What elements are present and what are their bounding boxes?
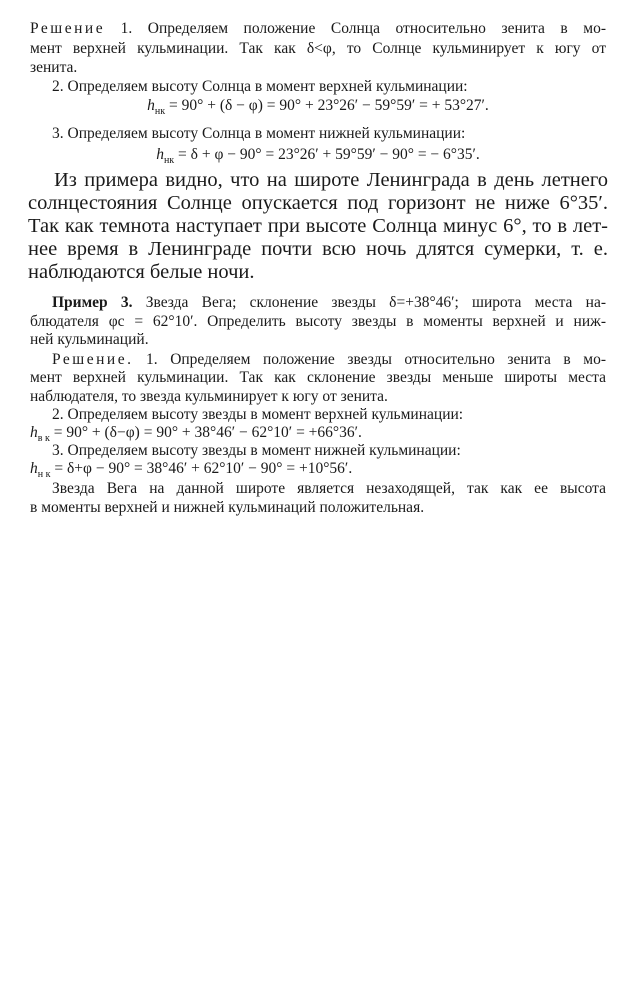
example3-solution-line3: наблюдателя, то звезда кульминирует к югу от зенита. (30, 388, 388, 405)
example3-step3: 3. Определяем высоту звезды в момент нижней кульминации: (52, 442, 461, 459)
formula-rhs: = δ + φ − 90° = 23°26′ + 59°59′ − 90° = − 6°35′. (174, 146, 480, 163)
example3-step2: 2. Определяем высоту звезды в момент верхней кульминации: (52, 406, 464, 423)
example3-line2: блюдателя φc = 62°10′. Определить высоту звезды в моменты верхней и ниж- (30, 313, 606, 330)
formula-sub: в к (37, 433, 50, 445)
large-para-line5: наблюдаются белые ночи. (28, 261, 255, 283)
solution1-text: 1. Определяем положение Солнца относительно зенита в мо- (105, 20, 606, 37)
step3-text: 3. Определяем высоту Солнца в момент нижней кульминации: (52, 125, 466, 142)
example3-line1 (30, 294, 606, 311)
example-label: Пример 3. (52, 294, 133, 311)
formula-sub: нк (163, 155, 175, 167)
solution1-line2: мент верхней кульминации. Так как δ<φ, то Солнце кульминирует к югу от (30, 40, 606, 57)
formula-rhs: = 90° + (δ − φ) = 90° + 23°26′ − 59°59′ = + 53°27′. (165, 97, 489, 114)
solution-label: Решение (30, 20, 106, 37)
formula-rhs: = δ+φ − 90° = 38°46′ + 62°10′ − 90° = +10°56′. (50, 460, 353, 477)
large-para-line2: солнцестояния Солнце опускается под горизонт не ниже 6°35′. (28, 192, 608, 214)
example3-conclusion-line1: Звезда Вега на данной широте является незаходящей, так как ее высота (52, 480, 606, 497)
step2-text: 2. Определяем высоту Солнца в момент верхней кульминации: (52, 78, 468, 95)
example3-solution-text: 1. Определяем положение звезды относительно зенита в мо- (133, 351, 606, 368)
large-para-line4: нее время в Ленинграде почти всю ночь длятся сумерки, т. е. (28, 238, 608, 260)
solution1-line1 (30, 20, 606, 37)
formula-h: h (30, 460, 38, 477)
formula-sub: нк (154, 106, 166, 118)
formula-rhs: = 90° + (δ−φ) = 90° + 38°46′ − 62°10′ = +66°36′. (49, 424, 362, 441)
example3-solution-line2: мент верхней кульминации. Так как склонение звезды меньше широты места (30, 369, 606, 386)
formula-sub: н к (37, 469, 51, 481)
formula-upper-culmination (30, 97, 606, 117)
example3-formula-lower (30, 460, 606, 480)
formula-h: h (156, 146, 164, 163)
example3-text: Звезда Вега; склонение звезды δ=+38°46′; широта места на- (132, 294, 606, 311)
example3-line3: ней кульминаций. (30, 331, 149, 348)
solution1-line3: зенита. (30, 59, 78, 76)
formula-h: h (147, 97, 155, 114)
formula-h: h (30, 424, 38, 441)
example3-conclusion-line2: в моменты верхней и нижней кульминаций положительная. (30, 499, 425, 516)
formula-lower-culmination (30, 146, 606, 166)
large-para-line3: Так как темнота наступает при высоте Солнца минус 6°, то в лет- (28, 215, 608, 237)
large-para-line1: Из примера видно, что на широте Ленинграда в день летнего (54, 169, 608, 191)
example3-solution-line1 (30, 351, 606, 368)
solution-label: Решение. (52, 351, 134, 368)
